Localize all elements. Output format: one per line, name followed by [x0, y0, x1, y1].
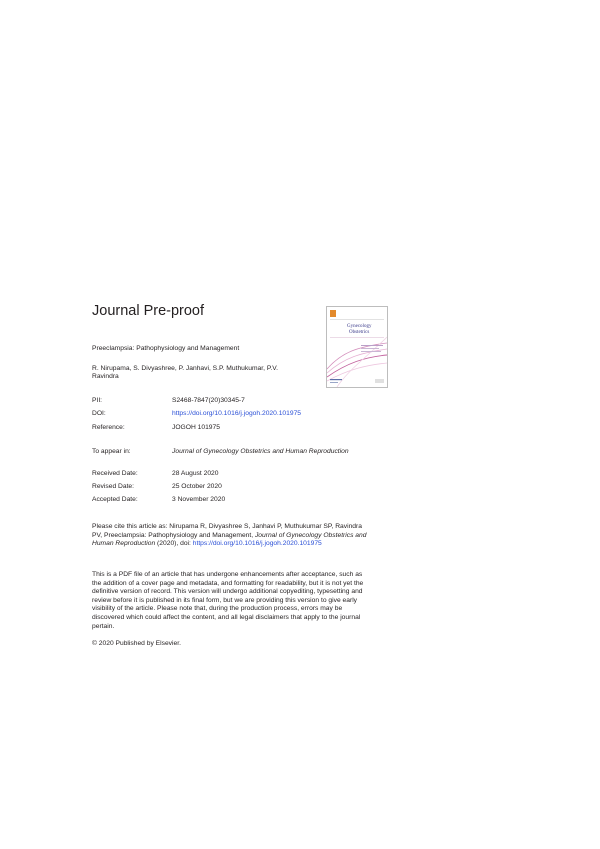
citation-line-1: Please cite this article as: Nirupama R, Divyashree S, Janhavi P, Muthukumar SP, Ravindra [92, 523, 362, 530]
article-title: Preeclampsia: Pathophysiology and Management [92, 345, 240, 352]
revised-date-label: Revised Date: [92, 483, 135, 490]
cover-journal-name: Gynecology [347, 324, 372, 329]
reference-label: Reference: [92, 424, 125, 431]
citation-block [92, 523, 532, 549]
citation-line-3 [92, 540, 532, 549]
revised-date-value: 25 October 2020 [172, 483, 222, 490]
copyright-notice: © 2020 Published by Elsevier. [92, 640, 181, 647]
appear-in-value: Journal of Gynecology Obstetrics and Human Reproduction [172, 448, 349, 455]
preproof-notice [92, 571, 532, 631]
notice-line: the addition of a cover page and metadata, and formatting for readability, but it is not yet the [92, 579, 364, 587]
notice-line: definitive version of record. This version will undergo additional copyediting, typesetting and [92, 588, 363, 596]
citation-journal-end: Human Reproduction [92, 540, 156, 548]
page-title: Journal Pre-proof [92, 303, 205, 319]
citation-text: PV, Preeclampsia: Pathophysiology and Management, [92, 531, 255, 539]
reference-value: JOGOH 101975 [172, 424, 220, 431]
appear-in-label: To appear in: [92, 448, 131, 455]
authors-line-2: Ravindra [92, 373, 119, 380]
cover-journal-name-2: Obstetrics [349, 330, 370, 335]
received-date-value: 28 August 2020 [172, 470, 219, 477]
notice-line: pertain. [92, 622, 115, 630]
publisher-logo-icon [330, 310, 336, 317]
authors-line-1: R. Nirupama, S. Divyashree, P. Janhavi, S.P. Muthukumar, P.V. [92, 365, 278, 372]
citation-year: (2020), doi: [155, 540, 193, 548]
citation-line-2 [92, 532, 532, 541]
journal-cover-image [326, 306, 388, 388]
notice-line: visibility of the article. Please note that, during the production process, errors may be [92, 605, 343, 613]
doi-link[interactable]: https://doi.org/10.1016/j.jogoh.2020.101975 [172, 410, 302, 417]
notice-line: review before it is published in its final form, but we are providing this version to give early [92, 596, 358, 604]
received-date-label: Received Date: [92, 470, 138, 477]
citation-journal: Journal of Gynecology Obstetrics and [254, 531, 367, 539]
accepted-date-value: 3 November 2020 [172, 496, 226, 503]
pii-value: S2468-7847(20)30345-7 [172, 397, 245, 404]
citation-doi-link[interactable]: https://doi.org/10.1016/j.jogoh.2020.101975 [192, 540, 322, 548]
doi-label: DOI: [92, 410, 106, 417]
pii-label: PII: [92, 397, 103, 404]
notice-line: discovered which could affect the content, and all legal disclaimers that apply to the journal [92, 613, 361, 621]
accepted-date-label: Accepted Date: [92, 496, 138, 503]
notice-line: This is a PDF file of an article that has undergone enhancements after acceptance, such as [92, 571, 363, 578]
